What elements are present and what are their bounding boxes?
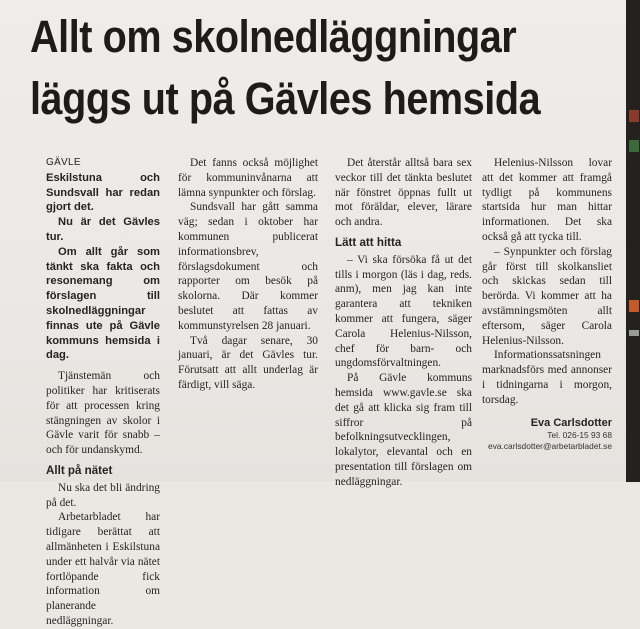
body-paragraph: På Gävle kommuns hemsida www.gavle.se ska det gå att klicka sig fram till siffror på befolkningsutvecklingen, lokalytor, elevantal och en presentation till förslagen om nedläggningar.: [335, 372, 472, 488]
article-column-1: [46, 156, 160, 629]
edge-color-strip: [629, 330, 639, 336]
body-paragraph: Tjänstemän och politiker har kritiserats för att processen kring stängningen av skolor i Gävle varit för snabb – och för undanskymd.: [46, 370, 160, 457]
byline-email: eva.carlsdotter@arbetarbladet.se: [488, 441, 612, 452]
edge-color-strip: [629, 110, 639, 122]
body-paragraph: – Vi ska försöka få ut det tills i morgon (läs i dag, reds. anm), men jag kan inte garantera att tekniken kommer att fungera, säger Carola Helenius-Nilsson, chef för barn- och ungdomsförvaltningen.: [335, 253, 472, 370]
body-paragraph: – Synpunkter och förslag går först till skolkansliet och skickas sedan till berörda. Vi kommer att ha avstämningsmöten allt eftersom, säger Carola Helenius-Nilsson.: [482, 245, 612, 347]
edge-color-strip: [629, 300, 639, 312]
article-column-2: [178, 156, 318, 393]
article-column-4: [482, 156, 612, 452]
ingress-paragraph: Eskilstuna och Sundsvall har redan gjort det.: [46, 171, 160, 214]
headline: [30, 6, 549, 130]
body-paragraph: Informationssatsningen marknadsförs med annonser i tidningarna i morgon, torsdag.: [482, 349, 612, 406]
subheading: Lätt att hitta: [335, 235, 402, 249]
body-paragraph: Sundsvall har gått samma väg; sedan i oktober har kommunen publicerat informationsbrev, förslagsdokument och rapporter om besök på skolorna. Där kommer beslutet att fattas av kommunstyrelsen 28 januari.: [178, 201, 318, 332]
headline-line-1: Allt om skolnedläggningar: [30, 11, 517, 62]
byline-phone: Tel. 026-15 93 68: [547, 430, 612, 441]
body-paragraph: Det fanns också möjlighet för kommuninvånarna att lämna synpunkter och förslag.: [178, 157, 318, 199]
ingress-paragraph: Nu är det Gävles tur.: [46, 216, 160, 243]
headline-line-2: läggs ut på Gävles hemsida: [30, 73, 541, 124]
body-paragraph: Nu ska det bli ändring på det.: [46, 481, 160, 509]
article-ingress: [46, 171, 160, 363]
edge-color-strip: [629, 140, 639, 152]
ingress-paragraph: Om allt går som tänkt ska fakta och resonemang om förslagen till skolnedläggningar finnas ute på Gävle kommuns hemsida i dag.: [46, 245, 160, 362]
body-paragraph: Det återstår alltså bara sex veckor till det tänkta beslutet när fönstret öppnas fullt ut mot föräldar, elever, lärare och andra.: [335, 157, 472, 229]
body-paragraph: Helenius-Nilsson lovar att det kommer att framgå tydligt på kommunens startsida hur man hittar informationen. Det ska också gå att tycka till.: [482, 157, 612, 243]
byline-author: Eva Carlsdotter: [530, 416, 612, 429]
article-column-3: [335, 156, 472, 490]
location-kicker: GÄVLE: [46, 157, 81, 168]
subheading: Allt på nätet: [46, 463, 113, 477]
body-paragraph: Arbetarbladet har tidigare berättat att allmänheten i Eskilstuna under ett halvår via nätet fortlöpande fick information om planerande nedläggningar.: [46, 511, 160, 627]
adjacent-page-edge: [626, 0, 640, 482]
body-paragraph: Två dagar senare, 30 januari, är det Gävles tur. Förutsatt att allt underlag är färdigt, vill säga.: [178, 334, 318, 391]
